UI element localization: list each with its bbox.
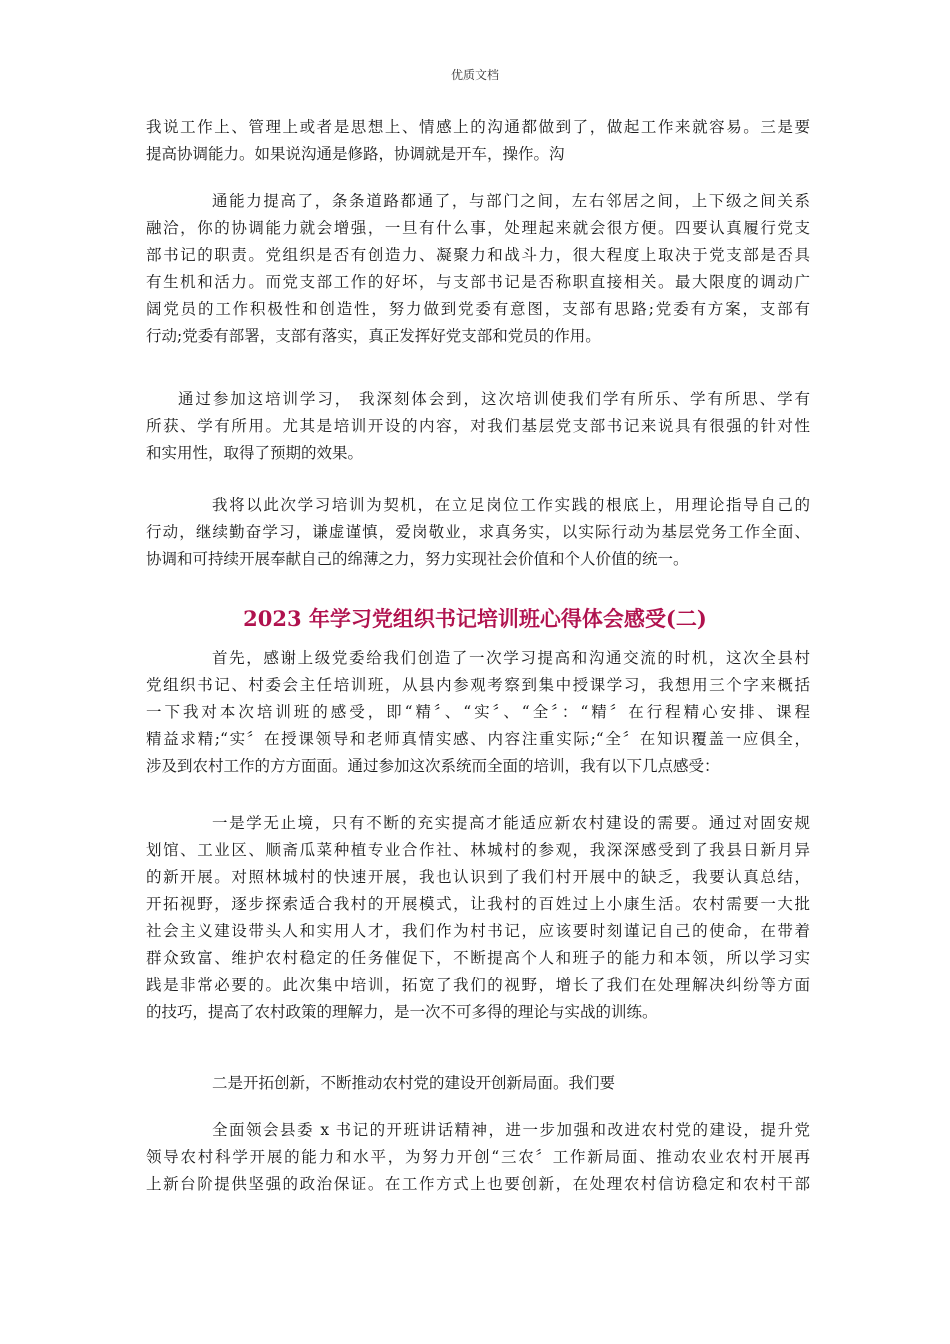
- text-line: 的新开展。对照林城村的快速开展，我也认识到了我们村开展中的缺乏，我要认真总结，: [146, 868, 810, 886]
- text-line: 融洽，你的协调能力就会增强，一旦有什么事，处理起来就会很方便。四要认真履行党支: [146, 219, 810, 237]
- paragraph-1: [146, 114, 810, 168]
- text-line: 部书记的职责。党组织是否有创造力、凝聚力和战斗力，很大程度上取决于党支部是否具: [146, 246, 810, 264]
- text-line: 我将以此次学习培训为契机，在立足岗位工作实践的根底上，用理论指导自己的: [212, 496, 810, 514]
- page-header: 优质文档: [450, 68, 499, 82]
- paragraph-4: [146, 492, 810, 573]
- text-line: 通能力提高了，条条道路都通了，与部门之间，左右邻居之间，上下级之间关系: [212, 192, 810, 210]
- paragraph-8: [146, 1117, 810, 1198]
- text-line: 上新台阶提供坚强的政治保证。在工作方式上也要创新，在处理农村信访稳定和农村干部: [146, 1175, 810, 1193]
- text-line: 党组织书记、村委会主任培训班，从县内参观考察到集中授课学习，我想用三个字来概括: [146, 676, 810, 694]
- text-line: 一是学无止境，只有不断的充实提高才能适应新农村建设的需要。通过对固安规: [212, 814, 810, 832]
- text-line: 通过参加这培训学习， 我深刻体会到，这次培训使我们学有所乐、学有所思、学有: [178, 390, 810, 408]
- section-title: 2023 年学习党组织书记培训班心得体会感受(二): [243, 606, 707, 631]
- text-line: 行动，继续勤奋学习，谦虚谨慎，爱岗敬业，求真务实，以实际行动为基层党务工作全面、: [146, 523, 810, 541]
- text-line: 提高协调能力。如果说沟通是修路，协调就是开车，操作。沟: [146, 145, 565, 163]
- text-line: 全面领会县委 x 书记的开班讲话精神，进一步加强和改进农村党的建设，提升党: [212, 1121, 810, 1139]
- text-line: 行动;党委有部署，支部有落实，真正发挥好党支部和党员的作用。: [146, 327, 601, 345]
- text-line: 所获、学有所用。尤其是培训开设的内容，对我们基层党支部书记来说具有很强的针对性: [146, 417, 810, 435]
- text-line: 有生机和活力。而党支部工作的好坏，与支部书记是否称职直接相关。最大限度的调动广: [146, 273, 810, 291]
- paragraph-6: [146, 810, 810, 1026]
- paragraph-2: [146, 188, 810, 350]
- text-line: 一下我对本次培训班的感受，即“精〞、“实〞、“全〞：“精〞在行程精心安排、课程: [146, 703, 810, 721]
- text-line: 的技巧，提高了农村政策的理解力，是一次不可多得的理论与实战的训练。: [146, 1003, 658, 1021]
- paragraph-5: [146, 645, 810, 780]
- text-line: 开拓视野，逐步探索适合我村的开展模式，让我村的百姓过上小康生活。农村需要一大批: [146, 895, 810, 913]
- text-line: 划馆、工业区、顺斋瓜菜种植专业合作社、林城村的参观，我深深感受到了我县日新月异: [146, 841, 810, 859]
- text-line: 践是非常必要的。此次集中培训，拓宽了我们的视野，增长了我们在处理解决纠纷等方面: [146, 976, 810, 994]
- text-line: 群众致富、维护农村稳定的任务催促下，不断提高个人和班子的能力和本领，所以学习实: [146, 949, 810, 967]
- text-line: 领导农村科学开展的能力和水平，为努力开创“三农〞工作新局面、推动农业农村开展再: [146, 1148, 810, 1166]
- text-line: 我说工作上、管理上或者是思想上、情感上的沟通都做到了，做起工作来就容易。三是要: [146, 118, 810, 136]
- paragraph-3: [146, 386, 810, 467]
- text-line: 协调和可持续开展奉献自己的绵薄之力，努力实现社会价值和个人价值的统一。: [146, 550, 689, 568]
- text-line: 社会主义建设带头人和实用人才，我们作为村书记，应该要时刻谨记自己的使命，在带着: [146, 922, 810, 940]
- text-line: 首先，感谢上级党委给我们创造了一次学习提高和沟通交流的时机，这次全县村: [212, 649, 810, 667]
- text-line: 涉及到农村工作的方方面面。通过参加这次系统而全面的培训，我有以下几点感受：: [146, 757, 720, 775]
- text-line: 阔党员的工作积极性和创造性，努力做到党委有意图，支部有思路;党委有方案，支部有: [146, 300, 810, 318]
- text-line: 和实用性，取得了预期的效果。: [146, 444, 364, 462]
- text-line: 二是开拓创新，不断推动农村党的建设开创新局面。我们要: [212, 1074, 616, 1092]
- text-line: 精益求精;“实〞在授课领导和老师真情实感、内容注重实际;“全〞在知识覆盖一应俱全，: [146, 730, 810, 748]
- paragraph-7: [146, 1070, 810, 1097]
